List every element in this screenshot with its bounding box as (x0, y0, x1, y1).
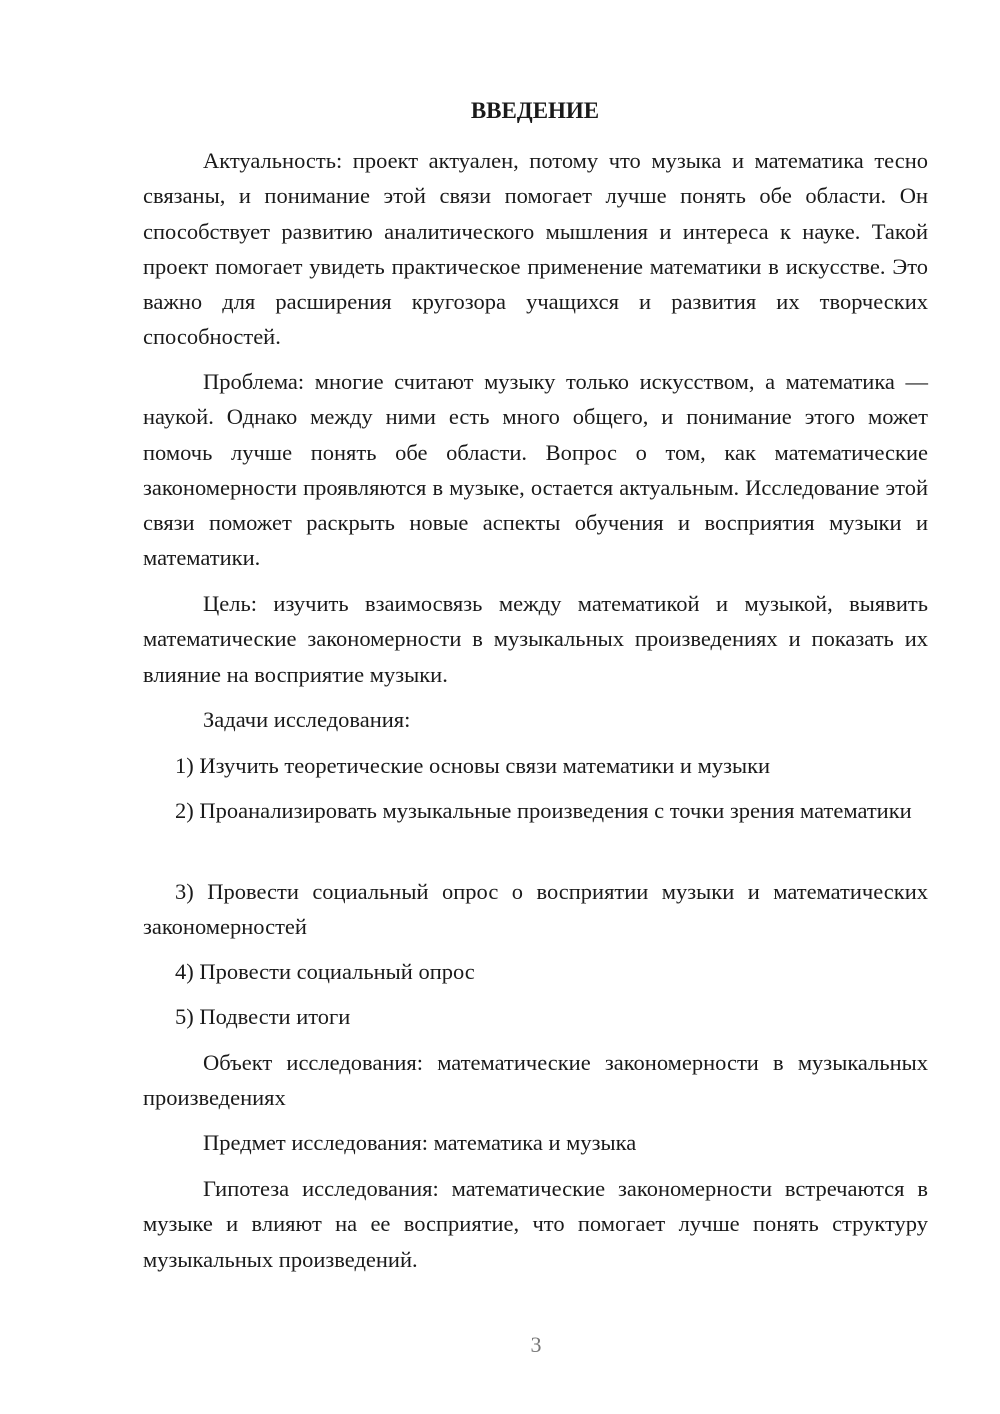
task-item-1: 1) Изучить теоретические основы связи математики и музыки (175, 753, 771, 778)
tasks-title: Задачи исследования: (203, 707, 411, 732)
task-item-3: 3) Провести социальный опрос о восприятии музыки и математических закономерностей (143, 879, 928, 940)
section-heading: ВВЕДЕНИЕ (470, 98, 600, 123)
task-item-2: 2) Проанализировать музыкальные произведения с точки зрения математики (175, 798, 912, 823)
goal-paragraph: Цель: изучить взаимосвязь между математикой и музыкой, выявить математические закономерности в музыкальных произведениях и показать их влияние на восприятие музыки. (143, 591, 928, 687)
relevance-paragraph: Актуальность: проект актуален, потому что музыка и математика тесно связаны, и понимание этой связи помогает лучше понять обе области. Он способствует развитию аналитического мышления и интереса к науке. Такой проект помогает увидеть практическое применение математики в искусстве. Это важно для расширения кругозора учащихся и развития их творческих способностей. (143, 148, 928, 350)
hypothesis-paragraph: Гипотеза исследования: математические закономерности встречаются в музыке и влияют на ее восприятие, что помогает лучше понять структуру музыкальных произведений. (143, 1176, 928, 1272)
task-item-5: 5) Подвести итоги (175, 1004, 351, 1029)
task-item-4: 4) Провести социальный опрос (175, 959, 475, 984)
subject-paragraph: Предмет исследования: математика и музыка (203, 1130, 637, 1155)
page-number: 3 (530, 1332, 542, 1357)
object-paragraph: Объект исследования: математические закономерности в музыкальных произведениях (143, 1050, 928, 1111)
problem-paragraph: Проблема: многие считают музыку только искусством, а математика — наукой. Однако между ними есть много общего, и понимание этого может помочь лучше понять обе области. Вопрос о том, как математические закономерности проявляются в музыке, остается актуальным. Исследование этой связи поможет раскрыть новые аспекты обучения и восприятия музыки и математики. (143, 369, 928, 571)
